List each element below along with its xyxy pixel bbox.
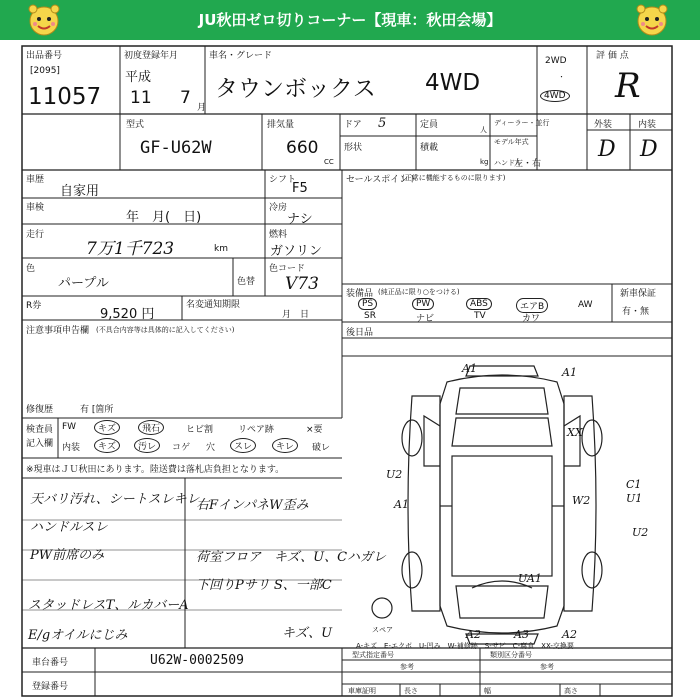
mark-a1-front-left: A1 [462,362,477,375]
drive-option-2wd: 2WD [545,56,567,66]
fuel-label: 燃料 [269,230,288,240]
mark-c1: C1 [626,478,642,491]
equip-ps: PS [358,298,377,310]
equip-sub: (純正品に限り○をつける) [378,288,460,296]
door-count: 5 [378,116,387,131]
door-label: ドア [344,120,362,130]
note-left-4: スタッドレスT、ルカバーA [28,598,189,613]
drive-option-4wd: 4WD [540,90,570,102]
check-tear: 破レ [312,443,331,453]
title-change-label: 名変通知期限 [186,300,241,310]
dealer-label: ディーラー・並行 [494,119,550,127]
title-change-value: 月 日 [282,310,310,320]
car-label: 車名・グレード [209,51,273,61]
capacity-label: 定員 [420,120,439,130]
equip-airbag: エアB [516,298,548,313]
sales-sub: (正常に機能するものに限ります) [402,174,506,182]
month-unit: 月 [197,103,207,113]
mileage-value: 7万1千723 [86,239,175,259]
mark-a2-rear-right: A2 [562,628,577,641]
after-label: 後日品 [346,328,374,338]
mark-w2: W2 [572,494,591,507]
load-label: 積載 [420,143,439,153]
ac-label: 冷房 [269,203,288,213]
inspector-label-2: 記入欄 [26,439,54,449]
check-burn: コゲ [172,443,191,453]
note-left-1: 天バリ汚れ、シートスレキレ [30,492,200,507]
check-wear: スレ [230,438,256,453]
recycle-value: 9,520 円 [100,307,155,322]
category-label: 類別区分番号 [490,651,532,659]
shift-label: シフト [269,175,297,185]
displacement-label: 排気量 [267,120,295,130]
handle-label: ハンドル [494,159,522,167]
model-label: 型式 [126,120,145,130]
inspection-value: 年 月( 日) [126,210,202,225]
ac-value: ナシ [287,212,313,227]
notes-sub: (不具合内容等は具体的に記入してください) [96,326,235,334]
check-hole: 穴 [206,443,216,453]
equip-tv: TV [474,311,486,321]
model-year-label: モデル年式 [494,138,529,146]
repair-value: 有 [箇所 [80,405,114,415]
mark-a1-front-right: A1 [562,366,577,379]
mark-a1-left: A1 [394,498,409,511]
grade-value: R [615,66,641,106]
inspection-label: 車検 [26,203,45,213]
check-interior: 内装 [62,443,81,453]
mileage-label: 走行 [26,230,45,240]
exterior-grade: D [598,137,616,162]
color-change-label: 色替 [237,277,256,287]
use-label: 車歴 [26,175,45,185]
warranty-value: 有・無 [622,307,650,317]
car-name: タウンボックス [215,76,376,102]
interior-grade: D [640,137,658,162]
equip-aw: AW [578,300,593,310]
note-right-3: 下回りPサリ S、一部C [196,578,332,593]
inspector-label: 検査員 [26,425,54,435]
interior-label: 内装 [638,120,657,130]
shift-value: F5 [292,181,308,196]
lot-number: 11057 [28,84,102,110]
note-right-2: 荷室フロア キズ、U、Cハガレ [196,550,387,565]
use-value: 自家用 [60,184,100,199]
handle-value: 左・右 [514,159,542,169]
exterior-label: 外装 [594,120,613,130]
equip-label: 装備品 [346,289,374,299]
sales-label: セールスポイント [346,175,418,185]
mark-u1: U1 [626,492,643,505]
registration-label: 初度登録年月 [124,51,179,61]
check-crack: ヒビ割 [186,425,214,435]
color-value: パープル [58,276,109,291]
ref-label-1: 参考 [400,663,414,671]
mark-u2-left: U2 [386,468,403,481]
recycle-label: R券 [26,301,42,311]
notes-label: 注意事項申告欄 [26,326,90,336]
shape-label: 形状 [344,143,363,153]
chassis-number: U62W-0002509 [150,653,244,668]
note-right-4: キズ、U [282,626,333,641]
color-code-label: 色コード [269,264,306,274]
width-label: 幅 [484,687,491,695]
equip-sr: SR [364,311,376,321]
height-label: 高さ [564,687,578,695]
check-required: ×要 [306,425,323,435]
grade-label: 評 価 点 [596,51,629,61]
drive-type: 4WD [425,70,481,96]
mark-a3-rear: A3 [514,628,529,641]
era-label: 平成 [125,70,152,85]
load-unit: kg [480,158,489,166]
color-code-value: V73 [285,274,319,294]
registration-number-label: 登録番号 [32,682,69,692]
check-dirt: 汚レ [134,438,160,453]
garage-label: 車庫証明 [348,687,376,695]
check-cut: キレ [272,438,298,453]
equip-leather: カワ [522,314,541,324]
mileage-unit: km [214,244,228,254]
length-label: 長さ [404,687,418,695]
type-designation-label: 型式指定番号 [352,651,394,659]
mark-xx: XX [567,426,583,439]
equip-pw: PW [412,298,434,310]
check-scratch: キズ [94,420,120,435]
notice-text: ※現車はＪＵ秋田にあります。陸送費は落札店負担となります。 [26,465,285,475]
mark-a2-rear-left: A2 [466,628,481,641]
car-damage-diagram [342,356,672,648]
check-int-scratch: キズ [94,438,120,453]
mark-ua1: UA1 [518,572,542,585]
check-chip: 飛石 [138,420,164,435]
equip-navi: ナビ [416,314,435,324]
color-label: 色 [26,264,36,274]
mark-u2-right: U2 [632,526,649,539]
warranty-label: 新車保証 [620,289,657,299]
session-number: [2095] [30,66,60,76]
note-right-1: 右FインパネW歪み [196,498,309,513]
damage-legend: A-キズ E-エクボ U-凹み W-補修跡 S-サビ C-腐食 XX-交換要 [356,642,574,650]
spare-label: スペア [372,626,393,634]
ref-label-2: 参考 [540,663,554,671]
repair-label: 修復歴 [26,405,54,415]
equip-abs: ABS [466,298,492,310]
registration-year: 11 [130,88,152,108]
check-repair: リペア跡 [238,425,274,435]
displacement-unit: CC [324,158,334,166]
note-left-5: E/gオイルにじみ [28,628,128,643]
chassis-label: 車台番号 [32,658,69,668]
registration-month: 7 [180,88,191,108]
banner-title: JU秋田ゼロ切りコーナー【現車：秋田会場】 [198,11,502,29]
model-code: GF-U62W [140,138,212,158]
lot-label: 出品番号 [26,51,63,61]
capacity-unit: 人 [480,126,487,134]
displacement-value: 660 [286,138,319,158]
note-left-3: PW前席のみ [30,548,105,563]
fuel-value: ガソリン [270,244,323,259]
check-fw: FW [62,422,77,432]
note-left-2: ハンドルスレ [30,520,108,535]
